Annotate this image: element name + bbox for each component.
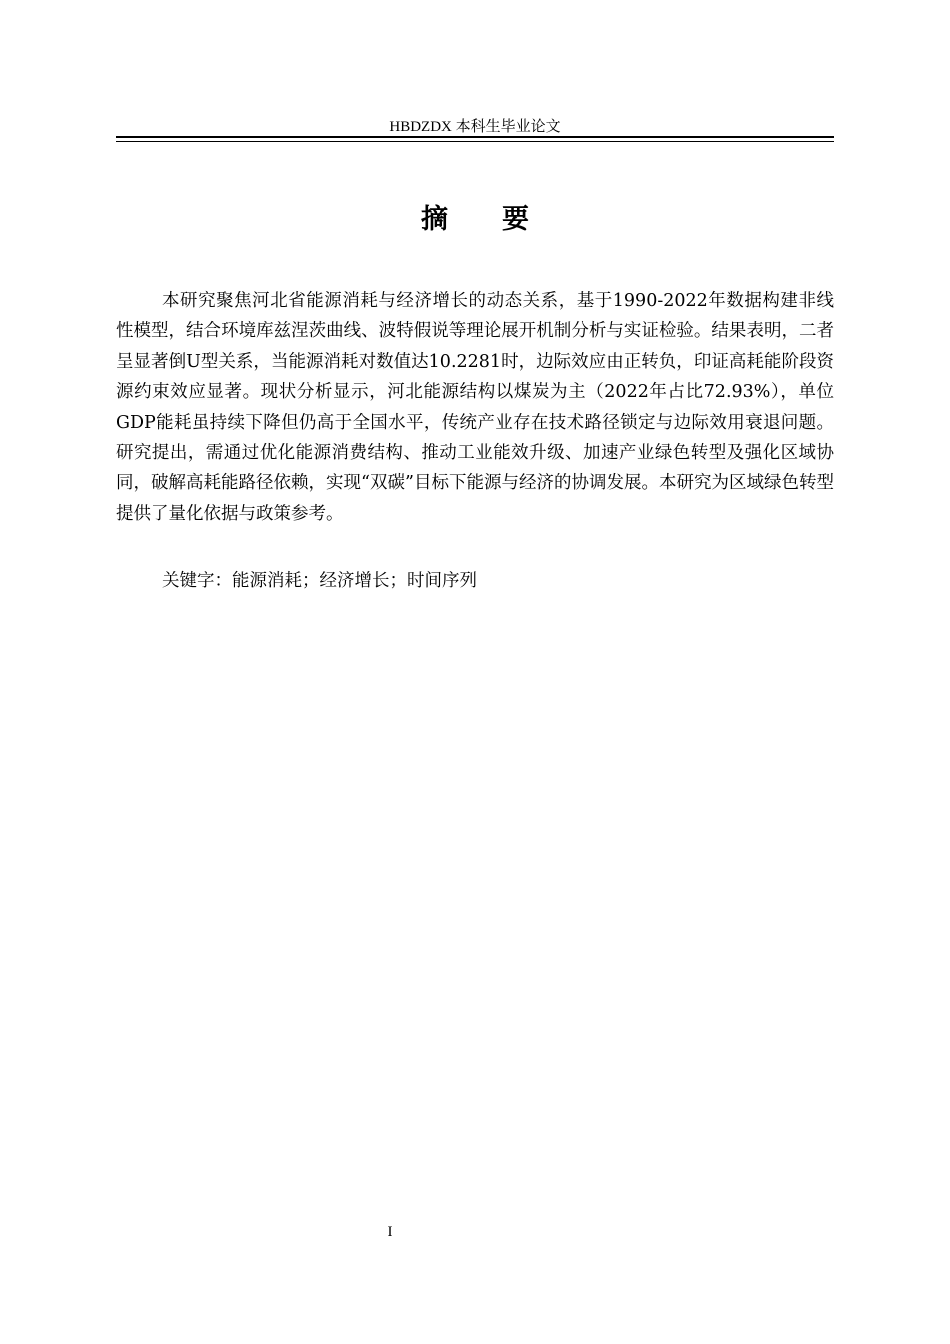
- abstract-title: 摘要: [421, 204, 583, 235]
- page-number: I: [387, 1224, 393, 1240]
- abstract-body: 本研究聚焦河北省能源消耗与经济增长的动态关系，基于1990-2022年数据构建非线性模型，结合环境库兹涅茨曲线、波特假说等理论展开机制分析与实证检验。结果表明，二者呈显著倒U型关系，当能源消耗对数值达10.2281时，边际效应由正转负，印证高耗能阶段资源约束效应显著。现状分析显示，河北能源结构以煤炭为主（2022年占比72.93%），单位GDP能耗虽持续下降但仍高于全国水平，传统产业存在技术路径锁定与边际效用衰退问题。研究提出，需通过优化能源消费结构、推动工业能效升级、加速产业绿色转型及强化区域协同，破解高耗能路径依赖，实现“双碳”目标下能源与经济的协调发展。本研究为区域绿色转型提供了量化依据与政策参考。: [116, 291, 834, 524]
- keywords-line: 关键字：能源消耗；经济增长；时间序列: [162, 571, 477, 591]
- header-double-rule: [116, 136, 834, 142]
- running-header: HBDZDX 本科生毕业论文: [389, 119, 561, 135]
